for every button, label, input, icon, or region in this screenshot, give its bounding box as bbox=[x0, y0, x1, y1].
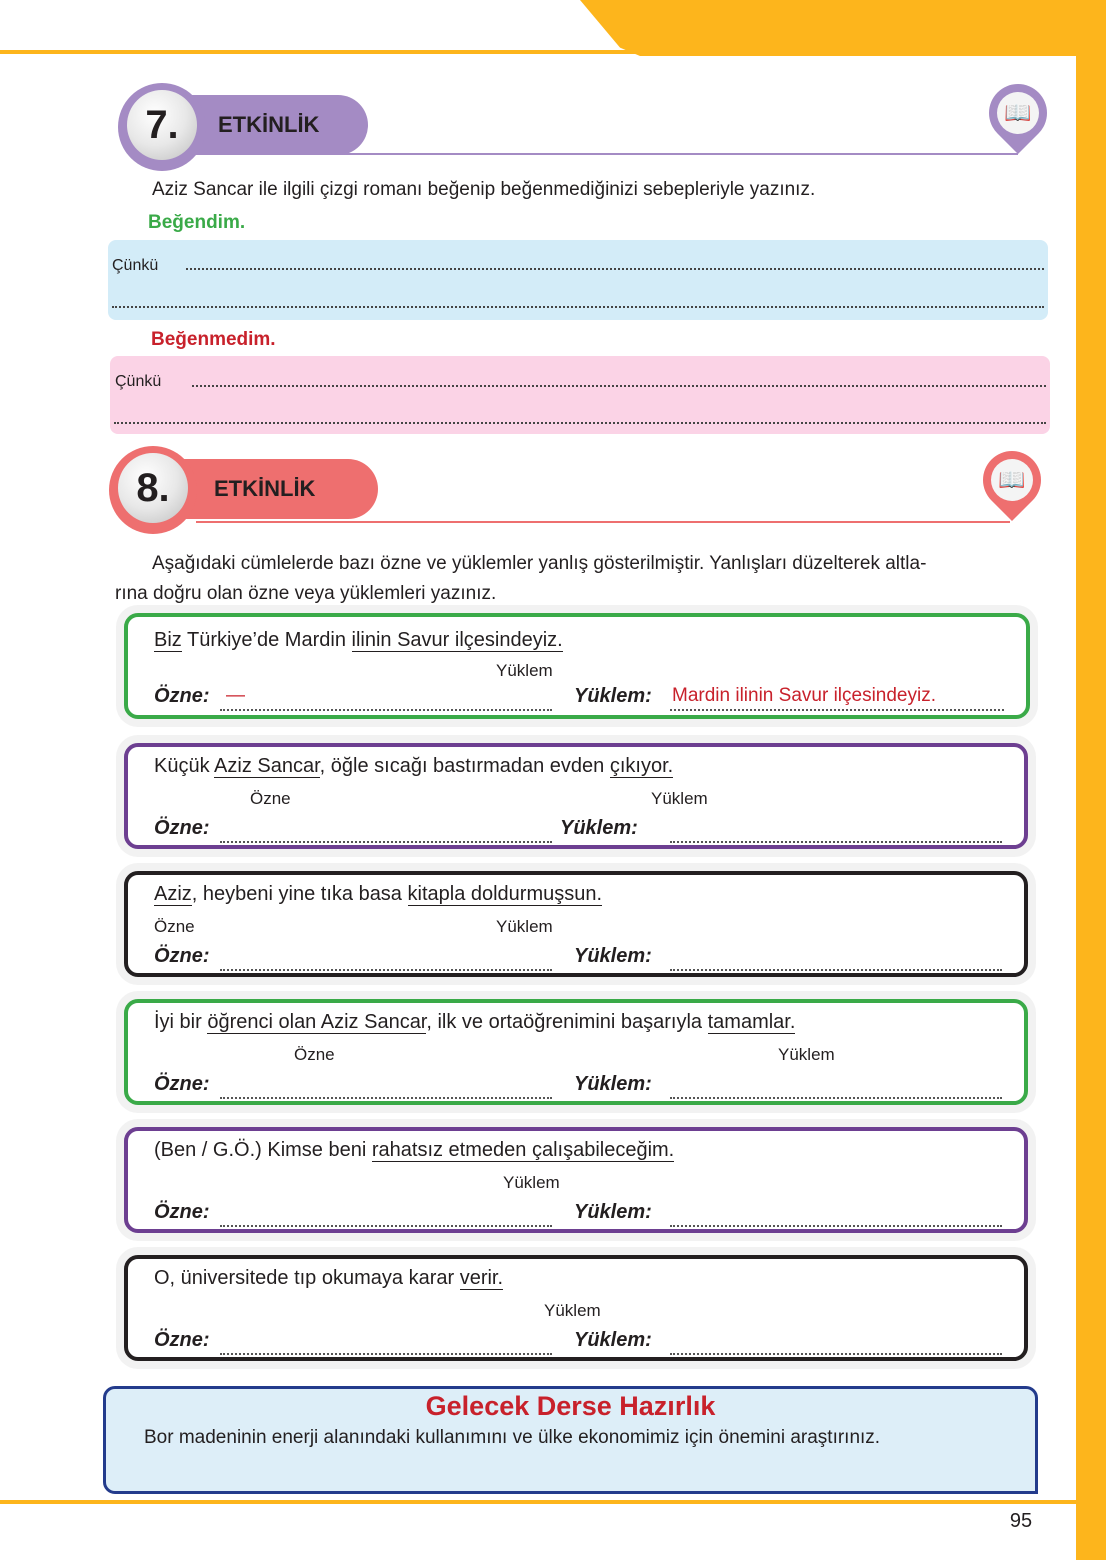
next-lesson-prep-box bbox=[103, 1386, 1038, 1494]
activity-8-number: 8. bbox=[118, 453, 188, 523]
book-icon: 📖 bbox=[991, 459, 1033, 501]
predicate-field-label: Yüklem: bbox=[574, 685, 652, 707]
predicate-label: Yüklem bbox=[778, 1045, 835, 1064]
sentence-box-4 bbox=[124, 999, 1028, 1105]
predicate-answer-field[interactable] bbox=[670, 949, 1002, 971]
liked-answer-line-1[interactable] bbox=[186, 268, 1044, 270]
underlined-subject: Aziz Sancar bbox=[214, 755, 320, 777]
predicate-field-label: Yüklem: bbox=[574, 945, 652, 967]
activity-7-pin bbox=[977, 72, 1059, 154]
subject-field-label: Özne: bbox=[154, 1073, 210, 1095]
predicate-answer-field[interactable] bbox=[670, 1077, 1002, 1099]
activity-7-title: ETKİNLİK bbox=[218, 112, 320, 137]
disliked-answer-line-2[interactable] bbox=[114, 422, 1046, 424]
activity-7-prompt: Aziz Sancar ile ilgili çizgi romanı beğenip beğenmediğinizi sebepleriyle yazınız. bbox=[152, 179, 816, 200]
activity-8-prompt-line-2: rına doğru olan özne veya yüklemleri yazınız. bbox=[115, 583, 497, 604]
prep-title: Gelecek Derse Hazırlık bbox=[425, 1391, 716, 1421]
predicate-label: Yüklem bbox=[651, 789, 708, 808]
subject-answer-field[interactable] bbox=[220, 949, 552, 971]
activity-8-title: ETKİNLİK bbox=[214, 476, 316, 501]
predicate-label: Yüklem bbox=[503, 1173, 560, 1192]
predicate-answer-field[interactable] bbox=[670, 821, 1002, 843]
disliked-answer-line-1[interactable] bbox=[192, 385, 1046, 387]
disliked-heading: Beğenmedim. bbox=[151, 329, 276, 350]
underlined-predicate: çıkıyor. bbox=[609, 755, 674, 777]
underlined-predicate: tamamlar. bbox=[707, 1011, 796, 1033]
page-number: 95 bbox=[998, 1508, 1044, 1534]
sentence-6 bbox=[154, 1267, 503, 1290]
prep-text: Bor madeninin enerji alanındaki kullanımını ve ülke ekonomimiz için önemini araştırınız. bbox=[144, 1427, 881, 1448]
activity-7-number: 7. bbox=[127, 90, 197, 160]
subject-answer-field[interactable] bbox=[220, 1077, 552, 1099]
subject-label: Özne bbox=[250, 789, 291, 808]
sentence-box-5 bbox=[124, 1127, 1028, 1233]
sentence-5 bbox=[154, 1139, 674, 1162]
sentence-text: (Ben / G.Ö.) Kimse beni bbox=[154, 1139, 372, 1161]
bottom-border bbox=[0, 1500, 1076, 1504]
underlined-subject: öğrenci olan Aziz Sancar bbox=[207, 1011, 427, 1033]
subject-answer-field[interactable] bbox=[220, 1205, 552, 1227]
sentence-text: , ilk ve ortaöğrenimini başarıyla bbox=[426, 1011, 708, 1033]
subject-field-label: Özne: bbox=[154, 1201, 210, 1223]
underlined-predicate: verir. bbox=[459, 1267, 504, 1289]
underlined-predicate: rahatsız etmeden çalışabileceğim. bbox=[371, 1139, 675, 1161]
sentence-box-1 bbox=[124, 613, 1030, 719]
liked-answer-band bbox=[108, 240, 1048, 320]
subject-answer-field[interactable] bbox=[220, 1333, 552, 1355]
subject-field-label: Özne: bbox=[154, 1329, 210, 1351]
right-border bbox=[1076, 0, 1106, 1560]
activity-8-pin bbox=[971, 439, 1053, 521]
activity-8-prompt-line-1: Aşağıdaki cümlelerde bazı özne ve yüklemler yanlış gösterilmiştir. Yanlışları düzelterek altla- bbox=[152, 553, 927, 574]
sentence-text: İyi bir bbox=[154, 1011, 208, 1033]
sentence-text: , heybeni yine tıka basa bbox=[191, 883, 408, 905]
subject-field-label: Özne: bbox=[154, 945, 210, 967]
sentence-1 bbox=[154, 629, 563, 652]
subject-answer-field[interactable] bbox=[220, 821, 552, 843]
sentence-box-3 bbox=[124, 871, 1028, 977]
predicate-field-label: Yüklem: bbox=[574, 1201, 652, 1223]
top-border bbox=[0, 50, 1076, 54]
underlined-predicate: ilinin Savur ilçesindeyiz. bbox=[351, 629, 563, 651]
sentence-3 bbox=[154, 883, 602, 906]
predicate-field-label: Yüklem: bbox=[574, 1073, 652, 1095]
sentence-text: , öğle sıcağı bastırmadan evden bbox=[319, 755, 610, 777]
liked-answer-line-2[interactable] bbox=[112, 306, 1044, 308]
sentence-4 bbox=[154, 1011, 795, 1034]
top-right-corner-decoration bbox=[580, 0, 1080, 56]
because-label: Çünkü bbox=[112, 257, 159, 274]
subject-answer-field[interactable] bbox=[220, 685, 552, 711]
sentence-text: O, üniversitede tıp okumaya karar bbox=[154, 1267, 460, 1289]
predicate-answer-field[interactable] bbox=[670, 1333, 1002, 1355]
sentence-box-6 bbox=[124, 1255, 1028, 1361]
predicate-label: Yüklem bbox=[496, 917, 553, 936]
underlined-subject: Biz bbox=[154, 629, 182, 651]
predicate-label: Yüklem bbox=[544, 1301, 601, 1320]
predicate-field-label: Yüklem: bbox=[574, 1329, 652, 1351]
sentence-2 bbox=[154, 755, 673, 778]
sentence-text: Küçük bbox=[154, 755, 215, 777]
activity-8-rule bbox=[196, 521, 1010, 523]
activity-8-tab bbox=[168, 459, 378, 519]
predicate-answer: Mardin ilinin Savur ilçesindeyiz. bbox=[672, 685, 936, 706]
because-label: Çünkü bbox=[115, 373, 162, 390]
book-icon: 📖 bbox=[997, 92, 1039, 134]
sentence-text: Türkiye’de Mardin bbox=[181, 629, 352, 651]
underlined-subject: Aziz bbox=[154, 883, 192, 905]
sentence-box-2 bbox=[124, 743, 1028, 849]
subject-field-label: Özne: bbox=[154, 685, 210, 707]
predicate-answer-field[interactable] bbox=[670, 685, 1004, 711]
predicate-answer-field[interactable] bbox=[670, 1205, 1002, 1227]
disliked-answer-band bbox=[110, 356, 1050, 434]
subject-label: Özne bbox=[154, 917, 195, 936]
underlined-predicate: kitapla doldurmuşsun. bbox=[407, 883, 603, 905]
subject-field-label: Özne: bbox=[154, 817, 210, 839]
subject-label: Özne bbox=[294, 1045, 335, 1064]
subject-answer: — bbox=[226, 685, 245, 706]
liked-heading: Beğendim. bbox=[148, 212, 246, 233]
predicate-label: Yüklem bbox=[496, 661, 553, 680]
predicate-field-label: Yüklem: bbox=[560, 817, 638, 839]
